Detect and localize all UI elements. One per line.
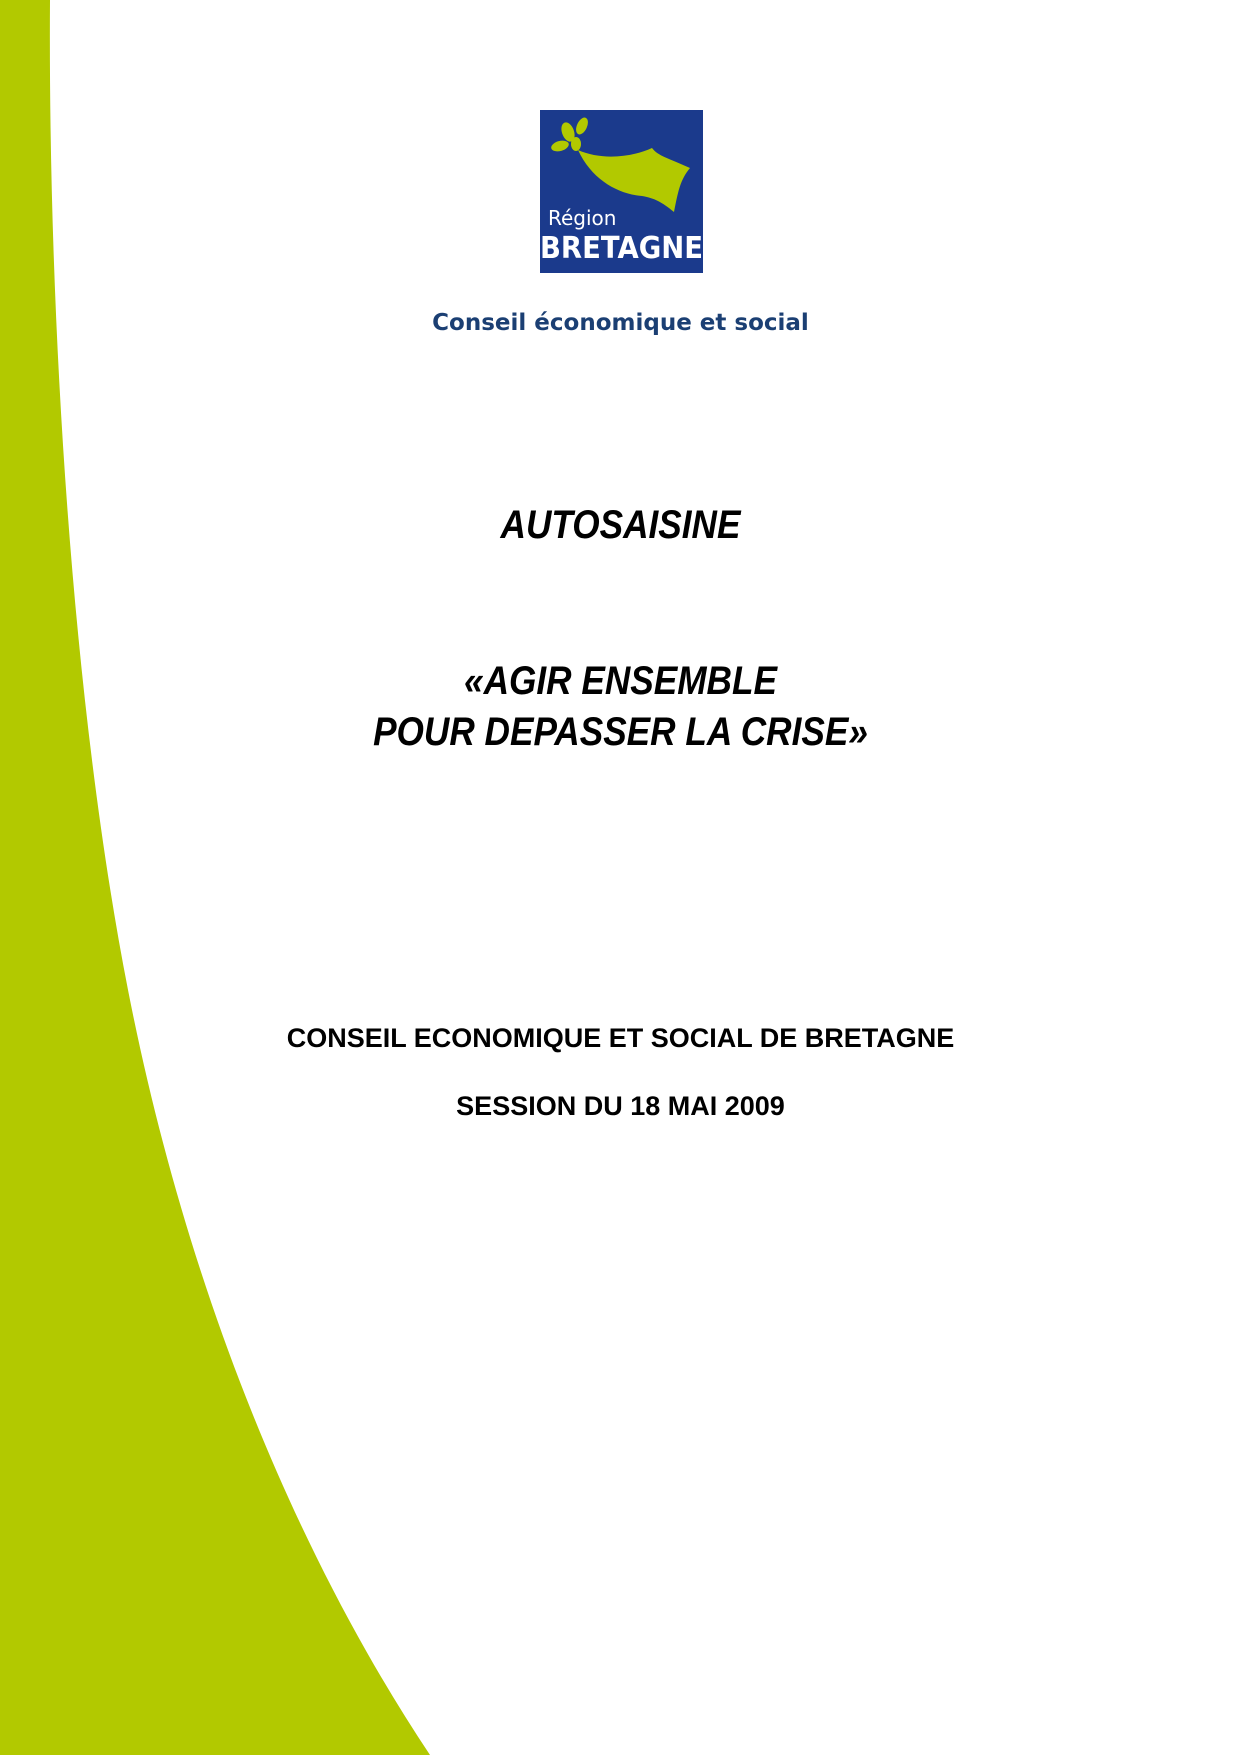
session-date: SESSION DU 18 MAI 2009 <box>456 1091 785 1121</box>
council-subtitle: Conseil économique et social <box>432 310 809 336</box>
document-title-line-1: «AGIR ENSEMBLE <box>464 659 777 703</box>
region-bretagne-logo <box>540 110 703 273</box>
document-type-heading: AUTOSAISINE <box>500 503 741 547</box>
organization-name: CONSEIL ECONOMIQUE ET SOCIAL DE BRETAGNE <box>286 1023 955 1053</box>
document-title-line-2: POUR DEPASSER LA CRISE» <box>373 710 868 754</box>
logo-big-text: BRETAGNE <box>540 231 703 266</box>
logo-small-text: Région <box>548 206 617 230</box>
